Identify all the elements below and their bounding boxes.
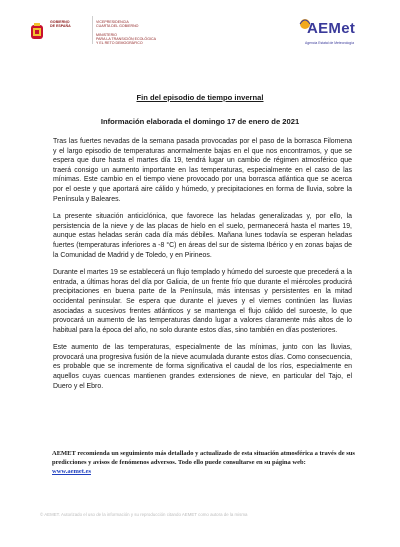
document-title: Fin del episodio de tiempo invernal bbox=[136, 93, 264, 102]
document-subtitle: Información elaborada el domingo 17 de enero de 2021 bbox=[100, 117, 300, 126]
document-header bbox=[0, 0, 400, 62]
aemet-website-link[interactable]: www.aemet.es bbox=[52, 468, 91, 475]
coat-of-arms-icon bbox=[30, 22, 44, 42]
recommendation-note: AEMET recomienda un seguimiento más detallado y actualizado de esta situación atmosférica a través de sus predicciones y avisos de fenómenos adversos. Todo ello puede consultarse en su página web: bbox=[52, 450, 355, 466]
copyright-notice: © AEMET. Autorizado el uso de la información y su reproducción citando AEMET como autora de la misma bbox=[40, 512, 248, 517]
paragraph: Este aumento de las temperaturas, especialmente de las mínimas, junto con las lluvias, provocará una progresiva fusión de la nieve acumulada durante estos días. Como consecuencia, es probable que se incremente de forma significativa el caudal de los ríos, especialmente en aquellos cuyas cuencas mantienen grandes extensiones de nieve, en particular del Tajo, el Duero y el Ebro. bbox=[53, 344, 352, 390]
paragraph: La presente situación anticiclónica, que favorece las heladas generalizadas y, por ello, la persistencia de la nieve y de las placas de hielo en el suelo, permanecerá hasta el martes 19, aunque estas heladas serán cada día más débiles. Mañana lunes todavía se esperan heladas fuertes (temperaturas inferiores a -8 °C) en áreas del sur de sistema Ibérico y en zonas bajas de la Comunidad de Madrid y de Toledo, y en Pirineos. bbox=[53, 213, 352, 259]
aemet-wordmark: AEMet bbox=[307, 20, 356, 37]
gobierno-label: GOBIERNO DE ESPAÑA bbox=[50, 20, 71, 29]
document-body bbox=[53, 137, 352, 399]
paragraph: Durante el martes 19 se establecerá un flujo templado y húmedo del suroeste que precederá a la entrada, a últimas horas del día por Galicia, de un frente frío que durante el miércoles producirá precipitaciones en buena parte de la Península, más intensas y persistentes en la mitad occidental peninsular. Se espera que durante el jueves y el viernes continúen las lluvias asociadas a sucesivos frentes atlánticos y se mantenga el flujo cálido del suroeste, lo que provocará un aumento de las temperaturas dando lugar a valores claramente más altos de lo habitual para la época del año, no solo durante estos días, sino también en días posteriores. bbox=[53, 269, 352, 334]
paragraph: Tras las fuertes nevadas de la semana pasada provocadas por el paso de la borrasca Filomena y el largo episodio de temperaturas anormalmente bajas en el que nos encontramos, y que se espera que dure hasta el martes día 19, tendrá lugar un cambio de régimen atmosférico que traerá consigo un aumento importante en las temperaturas, especialmente en el caso de las mínimas. Este cambio en el tiempo viene provocado por una borrasca atlántica que se acerca por el oeste y que aportará aire cálido y húmedo, y precipitaciones en forma de lluvia, sobre la Península y Baleares. bbox=[53, 138, 352, 203]
aemet-subtitle: Agencia Estatal de Meteorología bbox=[305, 41, 355, 45]
ministry-label: VICEPRESIDENCIA CUARTA DEL GOBIERNO MINISTERIO PARA LA TRANSICIÓN ECOLÓGICA Y EL RETO DEMOGRÁFICO bbox=[96, 20, 156, 46]
